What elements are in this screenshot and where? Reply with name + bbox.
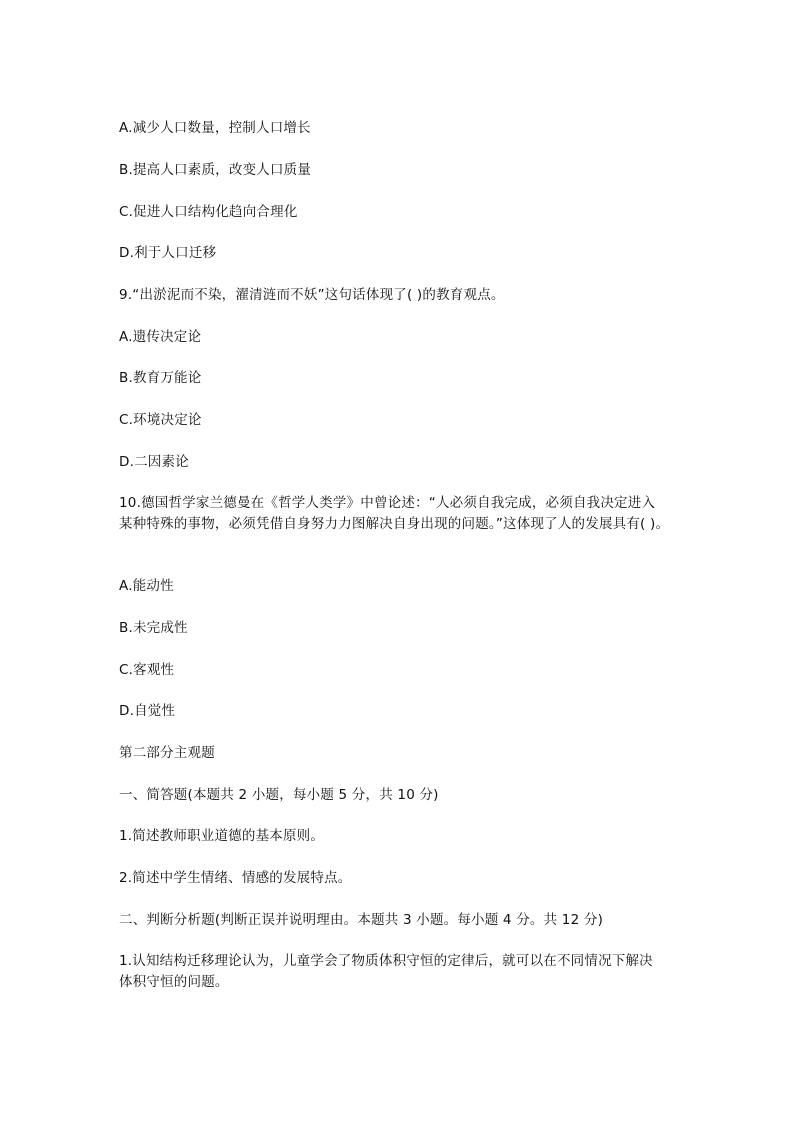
section-heading-part-2: 第二部分主观题 [119, 745, 215, 761]
option-c-q8: C.促进人口结构化趋向合理化 [119, 204, 298, 220]
option-c-q9: C.环境决定论 [119, 412, 202, 428]
option-a-q9: A.遗传决定论 [119, 329, 202, 345]
option-d-q10: D.自觉性 [119, 703, 176, 719]
option-a-q10: A.能动性 [119, 578, 174, 594]
question-10-line-2: 某种特殊的事物，必须凭借自身努力力图解决自身出现的问题。”这体现了人的发展具有( )。 [119, 516, 670, 532]
option-b-q9: B.教育万能论 [119, 370, 202, 386]
option-a-q8: A.减少人口数量，控制人口增长 [119, 120, 311, 136]
question-9: 9.“出淤泥而不染，濯清涟而不妖”这句话体现了( )的教育观点。 [119, 287, 505, 303]
judgment-heading: 二、判断分析题(判断正误并说明理由。本题共 3 小题。每小题 4 分。共 12 分) [119, 912, 604, 928]
option-d-q9: D.二因素论 [119, 454, 189, 470]
option-b-q8: B.提高人口素质，改变人口质量 [119, 162, 312, 178]
judgment-q1-line-1: 1.认知结构迁移理论认为，儿童学会了物质体积守恒的定律后，就可以在不同情况下解决 [119, 953, 653, 969]
option-b-q10: B.未完成性 [119, 620, 188, 636]
question-10-line-1: 10.德国哲学家兰德曼在《哲学人类学》中曾论述：“人必须自我完成，必须自我决定进入 [119, 495, 656, 511]
option-c-q10: C.客观性 [119, 662, 175, 678]
short-answer-heading: 一、简答题(本题共 2 小题，每小题 5 分，共 10 分) [119, 787, 439, 803]
short-answer-q2: 2.简述中学生情绪、情感的发展特点。 [119, 870, 352, 886]
judgment-q1-line-2: 体积守恒的问题。 [119, 974, 229, 990]
option-d-q8: D.利于人口迁移 [119, 245, 217, 261]
short-answer-q1: 1.简述教师职业道德的基本原则。 [119, 828, 325, 844]
